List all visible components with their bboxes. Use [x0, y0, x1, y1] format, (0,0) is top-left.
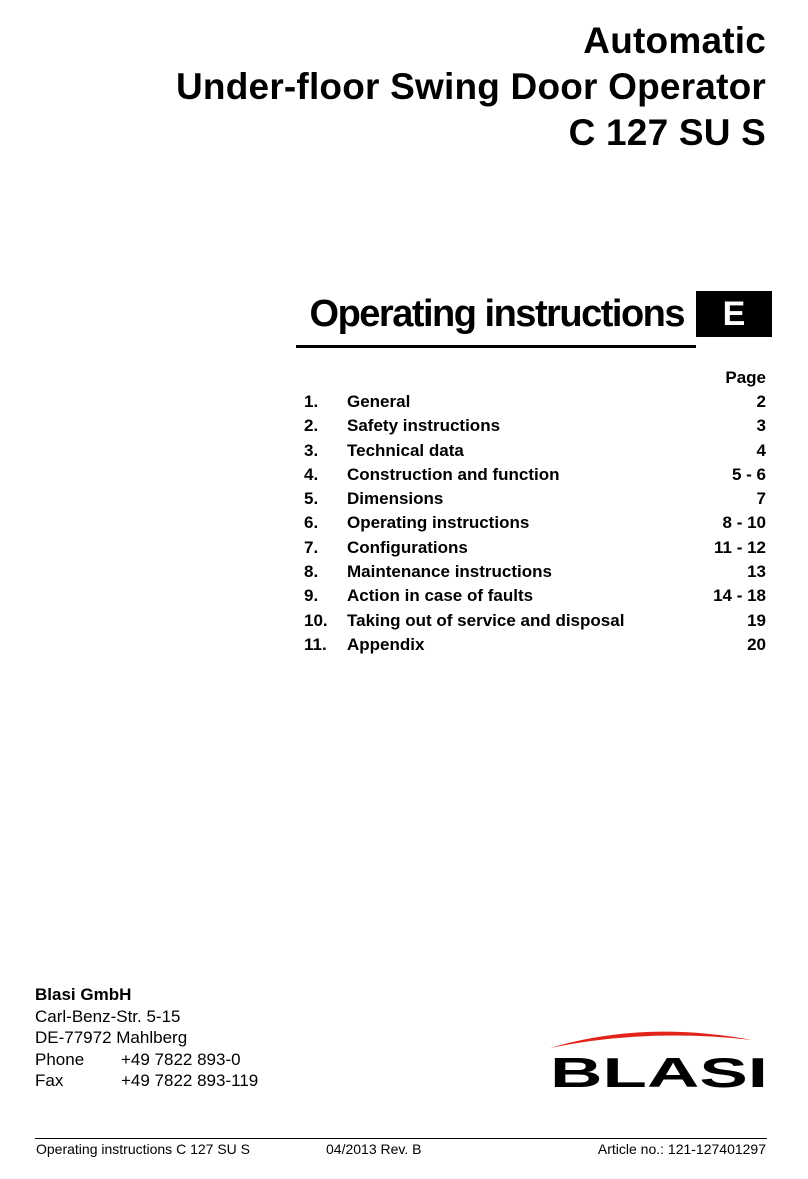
toc-entry [304, 633, 766, 657]
company-street: Carl-Benz-Str. 5-15 [35, 1006, 181, 1026]
company-city: DE-77972 Mahlberg [35, 1028, 188, 1047]
fax-row [35, 1070, 258, 1092]
footer-revision: 04/2013 Rev. B [326, 1141, 422, 1157]
toc-entry-page: 8 - 10 [722, 513, 766, 533]
toc-entry-page: 7 [756, 489, 766, 509]
logo-text: BLASI [550, 1049, 768, 1090]
toc-entry-page: 11 - 12 [714, 537, 766, 557]
toc-entry-number: 1. [304, 392, 319, 411]
toc-entry-number: 9. [304, 586, 319, 606]
toc-entry [304, 511, 766, 535]
logo-arc [550, 1032, 752, 1048]
toc-entry-number: 5. [304, 489, 319, 509]
manual-heading [296, 289, 696, 348]
toc-page-header: Page [725, 368, 766, 387]
toc-entry-number: 8. [304, 562, 319, 582]
blasi-logo [548, 1026, 770, 1090]
title-line-3: C 127 SU S [568, 112, 766, 153]
toc-entry-page: 3 [756, 416, 766, 436]
toc-entry-title: Safety instructions [347, 416, 501, 436]
toc-entry-page: 5 - 6 [731, 464, 766, 484]
toc-entry-number: 7. [304, 537, 319, 557]
toc-entry [304, 536, 766, 560]
toc-entry-number: 3. [304, 440, 319, 460]
title-line-2: Under-floor Swing Door Operator [176, 66, 766, 107]
toc-entry [304, 463, 766, 487]
toc-entry-page: 2 [756, 392, 766, 411]
fax-number: +49 7822 893-119 [121, 1071, 259, 1090]
company-address [35, 984, 258, 1092]
toc-entry-number: 4. [304, 464, 319, 484]
language-badge: E [696, 291, 772, 337]
toc-entry-page: 13 [747, 562, 766, 582]
toc-entry-page: 4 [756, 440, 766, 460]
toc-entry-title: Action in case of faults [347, 586, 534, 606]
toc-entry-title: Operating instructions [347, 513, 530, 533]
toc-entry [304, 487, 766, 511]
toc-entry-title: Taking out of service and disposal [347, 610, 625, 630]
toc-entry-title: Appendix [347, 634, 425, 654]
manual-heading-text: Operating instructions [309, 293, 684, 335]
toc-entry-page: 19 [747, 610, 766, 630]
footer-divider [35, 1138, 767, 1139]
title-line-1: Automatic [583, 20, 766, 61]
toc-entry [304, 390, 766, 414]
footer-article-number: Article no.: 121-127401297 [597, 1141, 766, 1157]
toc-entry [304, 414, 766, 438]
toc-entry-number: 10. [304, 610, 328, 630]
phone-label: Phone [35, 1049, 85, 1069]
footer-document-name: Operating instructions C 127 SU S [36, 1141, 250, 1157]
company-name: Blasi GmbH [35, 985, 132, 1004]
toc-entry-title: Maintenance instructions [347, 562, 552, 582]
toc-entry-title: Construction and function [347, 464, 560, 484]
toc-entry-number: 2. [304, 416, 319, 436]
toc-entry-page: 20 [747, 634, 766, 654]
document-title [176, 18, 766, 156]
toc-entry-number: 11. [304, 634, 327, 654]
toc-entry-title: Configurations [347, 537, 468, 557]
toc-entry-title: Dimensions [347, 489, 444, 509]
fax-label: Fax [35, 1071, 64, 1090]
toc-entry [304, 609, 766, 633]
toc-entry [304, 584, 766, 608]
toc-entry-number: 6. [304, 513, 319, 533]
table-of-contents [304, 366, 766, 657]
phone-number: +49 7822 893-0 [121, 1049, 241, 1069]
toc-entry [304, 560, 766, 584]
toc-entry-page: 14 - 18 [713, 586, 766, 606]
phone-row [35, 1049, 258, 1071]
toc-entry-title: General [347, 392, 411, 411]
toc-entry-title: Technical data [347, 440, 464, 460]
toc-entry [304, 439, 766, 463]
